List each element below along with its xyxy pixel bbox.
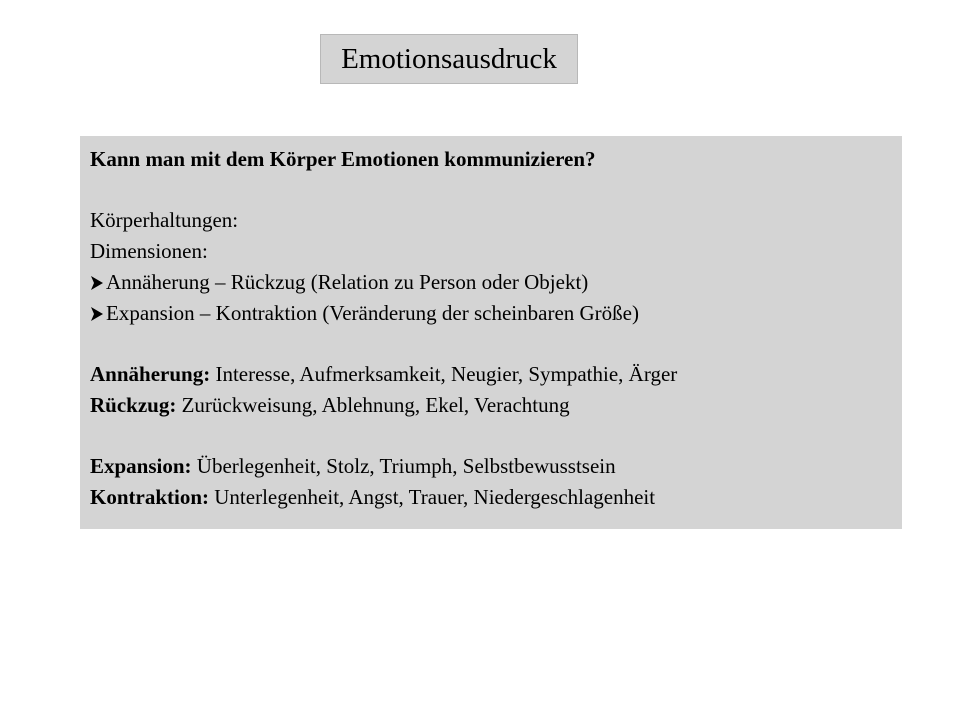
arrow-bullet-icon bbox=[90, 305, 104, 323]
definition-value: Unterlegenheit, Angst, Trauer, Niedergeschlagenheit bbox=[209, 485, 656, 509]
arrow-bullet-icon bbox=[90, 274, 104, 292]
definition-term: Expansion: bbox=[90, 454, 192, 478]
definition-term: Annäherung: bbox=[90, 362, 211, 386]
definition-value: Überlegenheit, Stolz, Triumph, Selbstbewusstsein bbox=[191, 454, 616, 478]
definition-value: Zurückweisung, Ablehnung, Ekel, Verachtung bbox=[176, 393, 570, 417]
definition-value: Interesse, Aufmerksamkeit, Neugier, Sympathie, Ärger bbox=[210, 362, 678, 386]
slide-content-box bbox=[80, 136, 902, 529]
bullet-item-expansion bbox=[90, 298, 902, 329]
spacer bbox=[90, 421, 902, 451]
bullet-text: Annäherung – Rückzug (Relation zu Person oder Objekt) bbox=[106, 270, 589, 294]
slide-title: Emotionsausdruck bbox=[341, 42, 557, 75]
definition-term: Rückzug: bbox=[90, 393, 177, 417]
intro-line-posture: Körperhaltungen: bbox=[90, 208, 239, 232]
spacer bbox=[90, 175, 902, 205]
definition-withdrawal bbox=[90, 390, 902, 421]
spacer bbox=[90, 329, 902, 359]
intro-line-dimensions: Dimensionen: bbox=[90, 239, 208, 263]
question-heading: Kann man mit dem Körper Emotionen kommunizieren? bbox=[90, 147, 596, 171]
bullet-text: Expansion – Kontraktion (Veränderung der scheinbaren Größe) bbox=[106, 301, 639, 325]
slide-title-box bbox=[320, 34, 578, 84]
definition-expansion bbox=[90, 451, 902, 482]
definition-contraction bbox=[90, 482, 902, 513]
definition-term: Kontraktion: bbox=[90, 485, 210, 509]
definition-approach bbox=[90, 359, 902, 390]
bullet-item-approach bbox=[90, 267, 902, 298]
